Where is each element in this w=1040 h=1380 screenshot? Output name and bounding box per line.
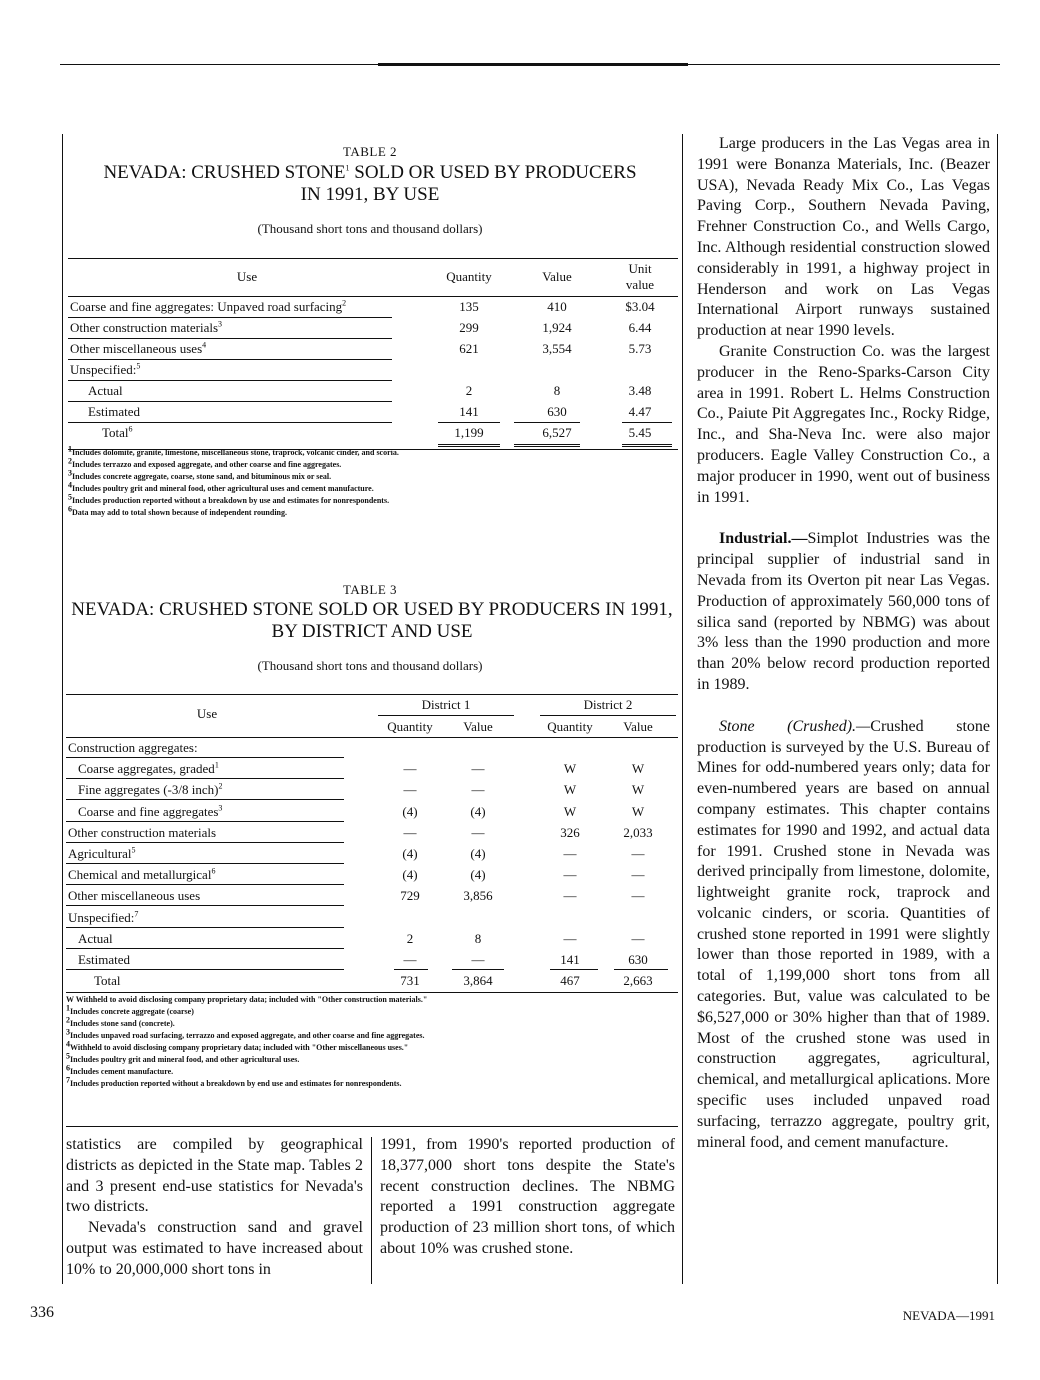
table-row [66, 778, 678, 799]
row-district2-quantity: — [563, 930, 577, 946]
row-unit-value: 6.44 [628, 320, 652, 335]
left-margin-rule [62, 134, 63, 1284]
col-header-value: Value [542, 269, 572, 284]
row-use-label: Construction aggregates: [68, 740, 198, 755]
table-row [68, 380, 678, 401]
table3-district1-rule [378, 715, 514, 716]
table-row [66, 884, 678, 905]
row-use-cell [102, 425, 133, 441]
col-header-unit-value: Unit value [625, 261, 655, 292]
row-district2-quantity: 467 [560, 973, 580, 989]
row-district1-value: — [471, 824, 485, 840]
row-value: 8 [553, 383, 561, 398]
row-footnote-ref: 6 [128, 424, 133, 434]
row-value: 3,554 [542, 341, 572, 356]
row-district2-value: — [631, 846, 645, 861]
row-use-label: Agricultural [68, 846, 132, 861]
right-para-industrial: Industrial.—Simplot Industries was the principal supplier of industrial sand in Nevada from its Overton pit near Las Vegas. Production of approximately 560,000 tons of silica sand (reported by NBMG) was about 3% less than the 1990 production and more than 20% below record production reported in 1989. [697, 530, 990, 693]
row-footnote-ref: 2 [342, 298, 347, 308]
row-quantity: 1,199 [454, 425, 484, 440]
footnote [66, 1075, 678, 1090]
row-use-cell [70, 320, 222, 336]
row-district2-value: 630 [628, 952, 648, 967]
page-number: 336 [30, 1304, 54, 1321]
row-district1-quantity: — [403, 824, 417, 840]
table-row [68, 401, 678, 422]
row-district1-quantity: (4) [402, 846, 418, 861]
row-district2-quantity: 326 [560, 824, 580, 840]
bottom-left-para1: statistics are compiled by geographical districts as depicted in the State map. Tables 2 and 3 present end-use statistics for Nevada's two districts. [66, 1136, 363, 1216]
row-use-label: Fine aggregates (-3/8 inch) [78, 782, 219, 798]
row-use-label: Chemical and metallurgical [68, 867, 212, 883]
footnote [68, 468, 678, 483]
footnote-marker: 5 [68, 492, 72, 502]
table-row [66, 757, 678, 778]
row-use-cell [78, 952, 130, 968]
table3-top-rule [66, 694, 678, 695]
row-district1-quantity: — [403, 761, 417, 777]
row-unit-value: 3.48 [628, 383, 652, 398]
row-use-label: Unspecified: [70, 362, 137, 377]
table3-d1-quantity-header: Quantity [387, 719, 433, 734]
table-row [68, 422, 678, 443]
row-footnote-ref: 5 [131, 845, 136, 855]
row-use-cell [70, 362, 140, 378]
bottom-middle-column [380, 1135, 675, 1260]
row-district1-quantity: (4) [402, 803, 418, 819]
row-use-label: Other miscellaneous uses [70, 341, 203, 356]
row-use-label: Coarse aggregates, graded [78, 761, 215, 777]
row-use-label: Actual [78, 930, 113, 946]
table2-header-row [68, 260, 678, 294]
row-district2-quantity: — [563, 888, 577, 904]
footnote-marker: 1 [66, 1003, 70, 1013]
row-quantity: 141 [459, 404, 479, 419]
table3-units: (Thousand short tons and thousand dollars) [257, 658, 483, 673]
footnote-text: Includes stone sand (concrete). [70, 1019, 175, 1028]
row-use-cell [70, 299, 346, 315]
row-use-cell [78, 931, 113, 947]
row-district2-quantity: 141 [560, 952, 580, 967]
table3-district2-header: District 2 [583, 697, 633, 712]
table2-units: (Thousand short tons and thousand dollars) [257, 221, 483, 236]
footnote-marker: 4 [68, 480, 72, 490]
row-use-label: Other miscellaneous uses [68, 888, 201, 904]
table-row [66, 948, 678, 969]
table3-label: TABLE 3 [342, 582, 398, 597]
row-use-cell [78, 782, 222, 798]
row-district1-value: 8 [474, 930, 482, 946]
right-para-large-producers: Large producers in the Las Vegas area in 1991 were Bonanza Materials, Inc. (Beazer USA), Nevada Ready Mix Co., Las Vegas Paving Corp., Southern Nevada Paving, Frehner Construction Co., and Wells Cargo, Inc. Although residential construction slowed considerably in 1991, a highway project in Henderson and work on Las Vegas International Airport runways sustained production at near 1990 levels. [697, 135, 990, 340]
row-use-label: Coarse and fine aggregates [78, 803, 219, 819]
running-head: NEVADA—1991 [902, 1308, 995, 1323]
table-row [66, 906, 678, 927]
row-use-label: Other construction materials [70, 320, 219, 335]
table-row [66, 863, 678, 884]
table3-title: NEVADA: CRUSHED STONE SOLD OR USED BY PRODUCERS IN 1991, BY DISTRICT AND USE [71, 599, 673, 642]
table3-use-header: Use [196, 706, 218, 721]
row-use-cell [68, 846, 136, 862]
row-unit-value: 5.73 [628, 341, 652, 356]
footnote-text: Includes terrazzo and exposed aggregate, and other coarse and fine aggregates. [72, 460, 342, 469]
row-use-label: Total [102, 425, 129, 440]
bottom-column-rule [371, 1137, 372, 1284]
footnote [68, 444, 678, 459]
row-district2-value: W [631, 803, 645, 819]
footnote-marker: 6 [68, 504, 72, 514]
row-use-cell [88, 383, 123, 399]
footnote-text: Includes cement manufacture. [70, 1067, 174, 1076]
table-row [66, 800, 678, 821]
top-rule-heavy [378, 63, 688, 66]
row-value: 410 [547, 299, 567, 314]
table3-district2-rule [540, 715, 676, 716]
row-district1-value: — [471, 952, 485, 967]
right-para-stone: Stone (Crushed).—Crushed stone production is surveyed by the U.S. Bureau of Mines for odd-numbered years only; data for even-numbered years are based on annual company estimates. This chapter contains estimates for 1990 and 1992, and actual data for 1991. Crushed stone in Nevada was derived principally from limestone, dolomite, lightweight granite rock, traprock and volcanic cinders, or scoria. Quantities of crushed stone reported in 1991 were slightly lower than those reported in 1989, with a total of 1,199,000 short tons from all categories. But, value was calculated to be $6,527,000 or 30% higher than that of 1989. Most of the crushed stone was used in construction aggregates, agricultural, chemical, and metallurgical aplications. More specific uses included unpaved road surfacing, terrazzo aggregate, poultry grit, mineral food, and cement manufacture. [697, 717, 990, 1151]
row-use-label: Coarse and fine aggregates: Unpaved road surfacing [70, 299, 343, 314]
table-row [68, 296, 678, 317]
row-district1-value: (4) [470, 803, 486, 819]
row-footnote-ref: 5 [136, 361, 141, 371]
row-district1-quantity: 731 [400, 973, 420, 989]
table2 [68, 260, 678, 294]
row-quantity: 2 [465, 383, 473, 398]
table2-top-rule [68, 258, 678, 259]
bottom-left-para2: Nevada's construction sand and gravel output was estimated to have increased about 10% to 20,000,000 short tons in [66, 1219, 363, 1278]
row-district1-quantity: 2 [406, 930, 414, 946]
table3-footnotes [66, 994, 678, 1090]
footnote-text: Withheld to avoid disclosing company proprietary data; included with "Other miscellaneous uses." [70, 1043, 409, 1052]
row-quantity: 135 [459, 299, 479, 314]
table2-label: TABLE 2 [342, 144, 398, 159]
right-para-granite: Granite Construction Co. was the largest producer in the Reno-Sparks-Carson City area in 1991. Robert L. Helms Construction Co., Paiute Pit Aggregates Inc., Rocky Ridge, Inc., and Sha-Neva Inc. were also major producers. Eagle Valley Construction Co., a major producer in 1990, went out of business in 1991. [697, 342, 990, 506]
footnote-marker: 6 [66, 1063, 70, 1073]
row-district2-value: — [631, 930, 645, 946]
row-value: 630 [547, 404, 567, 419]
row-unit-value: $3.04 [625, 299, 655, 314]
row-use-cell [68, 910, 138, 926]
row-district2-quantity: W [563, 803, 577, 819]
table2-footnotes [68, 444, 678, 519]
row-unit-value: 4.47 [628, 404, 652, 419]
row-district1-value: 3,864 [463, 973, 493, 989]
col-header-quantity: Quantity [446, 269, 492, 284]
row-district1-value: — [471, 761, 485, 777]
row-footnote-ref: 1 [214, 760, 219, 770]
footnote-text: Includes production reported without a breakdown by end use and estimates for nonrespondents. [70, 1079, 402, 1088]
row-district1-quantity: 729 [400, 888, 420, 904]
row-district1-quantity: — [403, 952, 417, 967]
bottom-left-column [66, 1135, 363, 1281]
footnote-marker: 4 [66, 1039, 70, 1049]
row-use-label: Total [94, 973, 121, 989]
footnote [68, 456, 678, 471]
row-use-label: Estimated [78, 952, 130, 967]
footnote-marker: 2 [66, 1015, 70, 1025]
row-district1-value: (4) [470, 867, 486, 883]
bottom-middle-para1: 1991, from 1990's reported production of 18,377,000 short tons despite the State's recent construction declines. The NBMG reported a 1991 construction aggregate production of 23 million short tons, of which about 10% was crushed stone. [380, 1136, 675, 1257]
footnote-marker: 7 [66, 1075, 70, 1085]
footnote [66, 1063, 678, 1078]
footnote [66, 994, 678, 1006]
row-use-cell [68, 825, 216, 841]
row-value: 1,924 [542, 320, 572, 335]
table3-district1-header: District 1 [421, 697, 471, 712]
footnote-text: Includes dolomite, granite, limestone, miscellaneous stone, traprock, volcanic cinder, and scoria. [72, 448, 399, 457]
table3-d2-quantity-header: Quantity [547, 719, 593, 734]
row-use-cell [78, 761, 219, 777]
footnote-text: Includes unpaved road surfacing, terrazzo and exposed aggregate, and other coarse and fine aggregates. [70, 1031, 425, 1040]
column-rule [682, 134, 683, 1284]
footnote-marker: 5 [66, 1051, 70, 1061]
row-district2-value: 2,663 [623, 973, 653, 989]
table2-title: NEVADA: CRUSHED STONE$^1$ SOLD OR USED BY PRODUCERS IN 1991, BY USE [103, 162, 637, 205]
row-use-cell [68, 888, 200, 904]
footnote [66, 1027, 678, 1042]
table-row [66, 736, 678, 757]
row-footnote-ref: 6 [211, 866, 216, 876]
row-quantity: 299 [459, 320, 479, 335]
footnote-text: W Withheld to avoid disclosing company proprietary data; included with "Other construction materials." [66, 995, 428, 1004]
row-district2-quantity: — [563, 867, 577, 883]
footnote [66, 1051, 678, 1066]
col-header-use: Use [236, 269, 258, 284]
row-use-cell [68, 867, 215, 883]
row-use-cell [70, 341, 206, 357]
footnote-text: Includes poultry grit and mineral food, other agricultural uses and cement manufacture. [72, 484, 374, 493]
footnote-text: Includes poultry grit and mineral food, and other agricultural uses. [70, 1055, 300, 1064]
row-district1-value: (4) [470, 846, 486, 861]
footnote-text: Includes production reported without a breakdown by use and estimates for nonrespondents. [72, 496, 390, 505]
right-column [697, 134, 990, 1153]
row-use-label: Unspecified: [68, 909, 135, 925]
row-unit-value: 5.45 [628, 425, 652, 440]
row-district2-value: — [631, 867, 645, 883]
row-district2-quantity: W [563, 761, 577, 777]
table-row [66, 842, 678, 863]
footnote-marker: 3 [66, 1027, 70, 1037]
row-footnote-ref: 2 [218, 782, 223, 792]
footnote-marker: 2 [68, 456, 72, 466]
row-footnote-ref: 7 [134, 909, 139, 919]
row-use-cell [78, 804, 222, 820]
row-district1-value: 3,856 [463, 888, 493, 904]
footnote [68, 504, 678, 519]
table-row [68, 338, 678, 359]
table-row [66, 969, 678, 990]
row-district2-quantity: — [563, 846, 577, 861]
row-value: 6,527 [542, 425, 572, 440]
row-district2-quantity: W [563, 782, 577, 798]
right-margin-rule [997, 134, 998, 1284]
table3-d2-value-header: Value [623, 719, 653, 734]
footnote [68, 480, 678, 495]
footnote [68, 492, 678, 507]
table3-d1-value-header: Value [463, 719, 493, 734]
row-use-cell [94, 973, 121, 989]
row-district2-value: W [631, 782, 645, 798]
row-footnote-ref: 3 [218, 803, 223, 813]
row-use-cell [88, 404, 140, 420]
footnote [66, 1039, 678, 1054]
table-row [66, 821, 678, 842]
footnote-text: Data may add to total shown because of independent rounding. [72, 508, 287, 517]
row-district1-quantity: (4) [402, 867, 418, 883]
row-district2-value: 2,033 [623, 824, 653, 840]
footnote-marker: 1 [68, 444, 72, 454]
footnote [66, 1003, 678, 1018]
table-row [66, 927, 678, 948]
footnote-text: Includes concrete aggregate, coarse, stone sand, and bituminous mix or seal. [72, 472, 332, 481]
row-use-label: Actual [88, 383, 123, 398]
row-district1-value: — [471, 782, 485, 798]
row-footnote-ref: 4 [202, 340, 207, 350]
row-district2-value: — [631, 888, 645, 904]
footnote-text: Includes concrete aggregate (coarse) [70, 1007, 194, 1016]
row-quantity: 621 [459, 341, 479, 356]
row-footnote-ref: 3 [218, 319, 223, 329]
footnote-marker: 3 [68, 468, 72, 478]
row-district1-quantity: — [403, 782, 417, 798]
table3-end-rule [66, 1126, 678, 1127]
footnote [66, 1015, 678, 1030]
table-row [68, 359, 678, 380]
table-row [68, 317, 678, 338]
row-district2-value: W [631, 761, 645, 777]
row-use-label: Estimated [88, 404, 140, 419]
row-use-cell [68, 740, 198, 756]
row-use-label: Other construction materials [68, 824, 217, 840]
